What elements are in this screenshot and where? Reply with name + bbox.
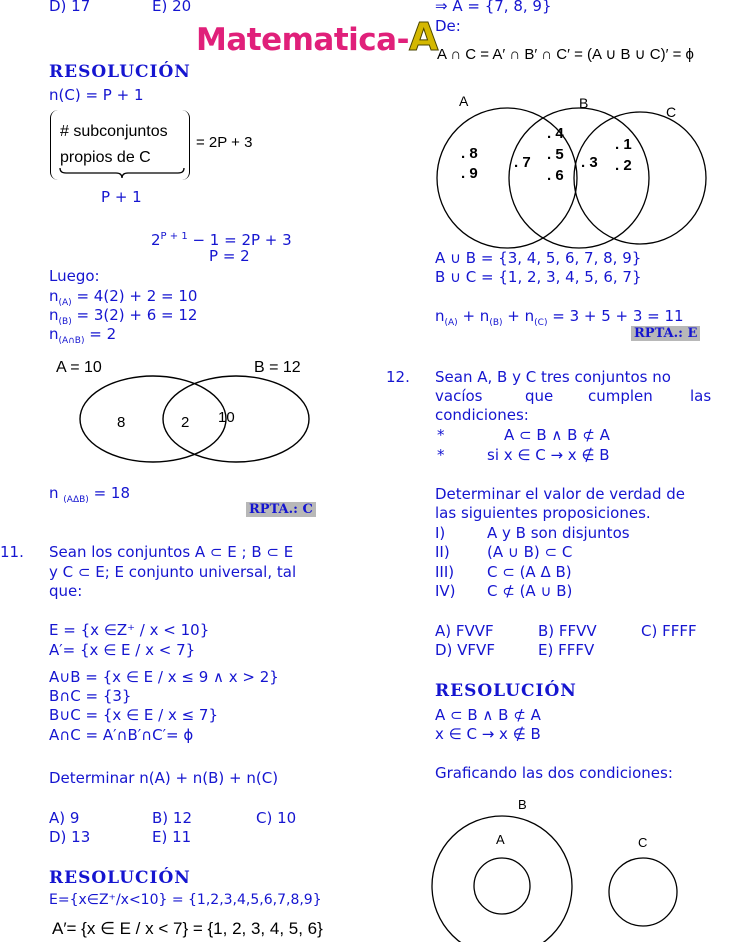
option-d-prev: D) 17 [49,0,91,15]
q12-ask-2: las siguientes proposiciones. [435,504,651,522]
n-sym-rest: = 18 [88,484,130,502]
sum-sub-c: (C) [534,318,548,328]
e-list: E={x∈Z⁺/x<10} = {1,2,3,4,5,6,7,8,9} [49,892,322,908]
q11-option-b: B) 12 [152,809,192,827]
q12-option-e: E) FFFV [538,641,595,659]
q11-a-union-b: A∪B = {x ∈ E / x ≤ 9 ∧ x > 2} [49,668,279,686]
venn-diagram-1 [50,355,340,465]
n-symbol: n [49,484,64,502]
q12-option-c: C) FFFF [641,622,697,640]
q12-option-b: B) FFVV [538,622,597,640]
underbrace [58,166,186,180]
venn2-c-only-1: . 1 [615,136,632,153]
n-sym-diff [49,484,130,509]
q12-option-a: A) FVVF [435,622,494,640]
answer-badge-2: RPTA.: E [631,326,700,341]
venn3-label-b: B [518,797,527,812]
q12-prop1: A y B son disjuntos [487,524,630,542]
venn2-circle-b [509,108,649,248]
logo-main: Matematica- [196,22,409,58]
venn2-label-a: A [459,93,469,109]
sum-sub-a: (A) [444,318,458,328]
q11-option-d: D) 13 [49,828,91,846]
q11-question: Determinar n(A) + n(B) + n(C) [49,769,279,787]
luego-label: Luego: [49,267,100,285]
eq-exponent: P + 1 [160,231,188,242]
condition-2: x ∈ C → x ∉ B [435,725,541,743]
q11-option-a: A) 9 [49,809,80,827]
box-equation: = 2P + 3 [196,134,253,151]
sum-plus-1: + n [457,307,490,325]
venn3-circle-a [474,858,530,914]
q11-b-union-c: B∪C = {x ∈ E / x ≤ 7} [49,706,219,724]
resolution-title-1: RESOLUCIÓN [49,62,191,82]
q11-line-1: Sean los conjuntos A ⊂ E ; B ⊂ E [49,543,294,561]
venn1-value-ab: 2 [181,414,190,431]
venn2-b-only-1: . 4 [547,125,564,142]
q12-line-2a: vacíos [435,387,483,405]
q11-option-e: E) 11 [152,828,192,846]
q11-line-2: y C ⊂ E; E conjunto universal, tal [49,563,297,581]
n-a-rest: = 4(2) + 2 = 10 [71,287,198,305]
venn2-b-only-2: . 5 [547,146,564,163]
sum-rest: = 3 + 5 + 3 = 11 [547,307,684,325]
venn-diagram-3 [430,794,730,942]
q12-cond1-star: * [437,426,445,444]
q11-option-c: C) 10 [256,809,297,827]
power-equation [151,228,292,249]
venn2-circle-c [574,112,706,244]
q12-cond1: A ⊂ B ∧ B ⊄ A [504,426,610,444]
venn2-c-only-2: . 2 [615,157,632,174]
option-e-prev: E) 20 [152,0,192,15]
q11-b-inter-c: B∩C = {3} [49,687,132,705]
venn1-value-a: 8 [117,414,126,431]
venn2-label-b: B [579,95,589,111]
venn3-circle-c [609,858,677,926]
n-symbol: n [49,306,59,324]
eq-base: 2 [151,231,161,249]
q12-line-1: Sean A, B y C tres conjuntos no [435,368,671,386]
box-line-1: # subconjuntos [60,123,168,140]
answer-badge-1: RPTA.: C [246,502,316,517]
q12-option-d: D) VFVF [435,641,495,659]
venn1-label-b: B = 12 [254,359,301,376]
venn2-label-c: C [666,104,677,120]
q12-prop4: C ⊄ (A ∪ B) [487,582,573,600]
b-union-c-result: B ∪ C = {1, 2, 3, 4, 5, 6, 7} [435,268,642,286]
n-symbol: n [49,325,59,343]
q12-line-3: condiciones: [435,406,529,424]
n-ab-rest: = 2 [84,325,117,343]
p-value: P = 2 [209,247,250,265]
venn3-label-c: C [638,835,648,850]
resolution-title-3: RESOLUCIÓN [435,681,577,701]
logo-letter: A [408,15,438,59]
sum-sub-b: (B) [489,318,503,328]
venn1-circle-a [80,376,226,462]
n-b-sub: (B) [58,317,72,327]
venn1-label-a: A = 10 [56,359,102,376]
q11-a-inter-c: A∩C = A′∩B′∩C′= ϕ [49,726,194,744]
n-sym-sub: (AΔB) [63,495,89,505]
a-complement-list: A′= {x ∈ E / x < 7} = {1, 2, 3, 4, 5, 6} [52,919,323,938]
n-symbol: n [49,287,59,305]
sum-plus-2: + n [502,307,535,325]
q12-ask-1: Determinar el valor de verdad de [435,485,685,503]
q11-line-3: que: [49,582,83,600]
a-result: ⇒ A = {7, 8, 9} [435,0,552,15]
a-union-b-result: A ∪ B = {3, 4, 5, 6, 7, 8, 9} [435,249,642,267]
n-symbol: n [435,307,445,325]
q11-e-def: E = {x ∈Z⁺ / x < 10} [49,621,210,639]
q12-cond2-star: * [437,446,445,464]
p-plus-one: P + 1 [101,188,142,206]
n-ab-line [49,325,116,350]
q12-prop2-num: II) [435,543,450,561]
n-ab-sub: (A∩B) [58,336,85,346]
venn3-label-a: A [496,832,505,847]
q12-prop4-num: IV) [435,582,456,600]
q12-line-2b: que [525,387,554,405]
q11-number: 11. [0,543,24,561]
graph-caption: Graficando las dos condiciones: [435,764,673,782]
venn2-a-only-2: . 9 [461,165,478,182]
venn2-b-only-3: . 6 [547,167,564,184]
box-line-2: propios de C [60,149,151,166]
venn2-a-only-1: . 8 [461,145,478,162]
nc-equation: n(C) = P + 1 [49,86,144,104]
n-a-sub: (A) [58,298,72,308]
q12-prop3-num: III) [435,563,455,581]
venn1-value-b: 10 [218,409,235,426]
q12-line-2c: cumplen [588,387,653,405]
venn-diagram-2 [435,92,730,252]
venn2-bc: . 3 [581,154,598,171]
q12-number: 12. [386,368,410,386]
venn2-ab: . 7 [514,154,531,171]
resolution-title-2: RESOLUCIÓN [49,868,191,888]
a-inter-c-formula: A ∩ C = A′ ∩ B′ ∩ C′ = (A ∪ B ∪ C)′ = ϕ [437,46,694,63]
q12-prop2: (A ∪ B) ⊂ C [487,543,573,561]
q12-prop1-num: I) [435,524,446,542]
q11-a-complement: A′= {x ∈ E / x < 7} [49,641,196,659]
n-b-rest: = 3(2) + 6 = 12 [71,306,198,324]
condition-1: A ⊂ B ∧ B ⊄ A [435,706,541,724]
q12-cond2: si x ∈ C → x ∉ B [487,446,610,464]
eq-rest: − 1 = 2P + 3 [187,231,292,249]
site-logo [196,15,438,59]
de-label: De: [435,17,461,35]
q12-prop3: C ⊂ (A Δ B) [487,563,572,581]
q12-line-2d: las [690,387,712,405]
